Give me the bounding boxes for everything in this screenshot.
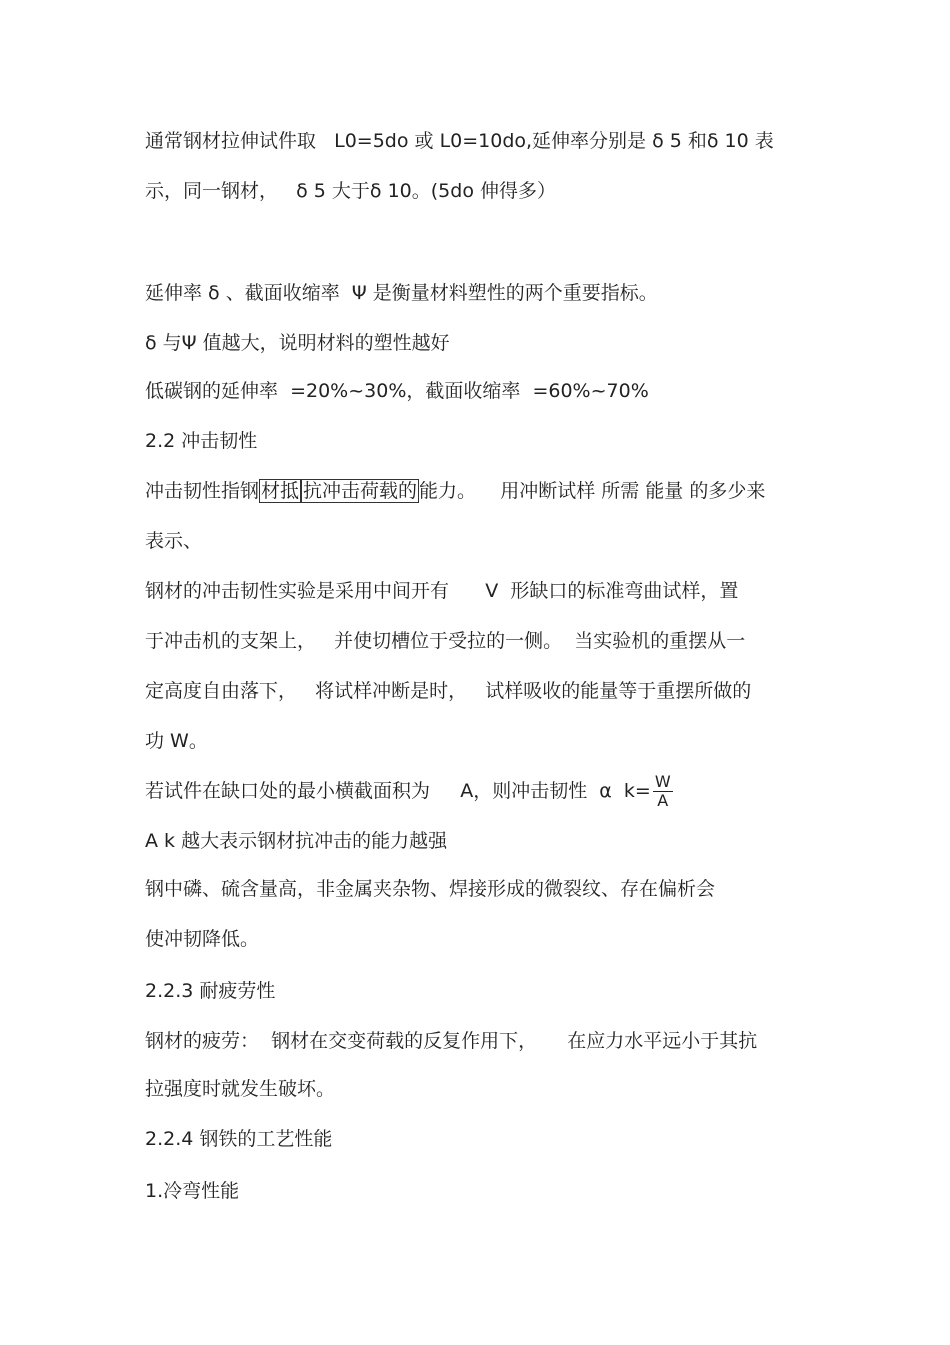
text-line: 示，同一钢材， δ 5 大于δ 10。(5do 伸得多） xyxy=(145,180,556,202)
text-line: δ 与Ψ 值越大，说明材料的塑性越好 xyxy=(145,332,450,354)
text-segment: 冲击韧性指钢 xyxy=(145,480,260,502)
text-line: A k 越大表示钢材抗冲击的能力越强 xyxy=(145,830,448,852)
impact-definition-line xyxy=(145,478,765,504)
formula-text: 若试件在缺口处的最小横截面积为 A，则冲击韧性 α k= xyxy=(145,780,651,802)
text-line: 使冲韧降低。 xyxy=(145,928,260,950)
text-line: 钢中磷、硫含量高，非金属夹杂物、焊接形成的微裂纹、存在偏析会 xyxy=(145,878,716,900)
text-line: 功 W。 xyxy=(145,730,208,752)
section-heading: 2.2.4 钢铁的工艺性能 xyxy=(145,1128,333,1150)
fraction xyxy=(653,773,673,810)
subsection-heading: 1.冷弯性能 xyxy=(145,1180,240,1202)
boxed-text: 材抵 xyxy=(261,480,300,502)
text-line: 表示、 xyxy=(145,530,203,552)
text-segment: 能力。 用冲断试样 所需 能量 的多少来 xyxy=(419,480,766,502)
text-line: 钢材的冲击韧性实验是采用中间开有 V 形缺口的标准弯曲试样，置 xyxy=(145,580,739,602)
text-line: 通常钢材拉伸试件取 L0=5do 或 L0=10do,延伸率分别是 δ 5 和δ 10 表 xyxy=(145,130,774,152)
text-line: 拉强度时就发生破坏。 xyxy=(145,1078,336,1100)
fraction-denominator: A xyxy=(657,791,669,810)
fraction-numerator: W xyxy=(654,772,671,791)
text-line: 于冲击机的支架上， 并使切槽位于受拉的一侧。 当实验机的重摆从一 xyxy=(145,630,746,652)
boxed-text: 抗冲击荷载的 xyxy=(303,480,418,502)
section-heading: 2.2.3 耐疲劳性 xyxy=(145,980,276,1002)
text-line: 定高度自由落下， 将试样冲断是时， 试样吸收的能量等于重摆所做的 xyxy=(145,680,752,702)
text-line: 低碳钢的延伸率 =20%~30%，截面收缩率 =60%~70% xyxy=(145,380,649,402)
section-heading: 2.2 冲击韧性 xyxy=(145,430,258,452)
formula-line xyxy=(145,773,673,810)
text-line: 延伸率 δ 、截面收缩率 Ψ 是衡量材料塑性的两个重要指标。 xyxy=(145,282,658,304)
text-line: 钢材的疲劳： 钢材在交变荷载的反复作用下， 在应力水平远小于其抗 xyxy=(145,1030,758,1052)
